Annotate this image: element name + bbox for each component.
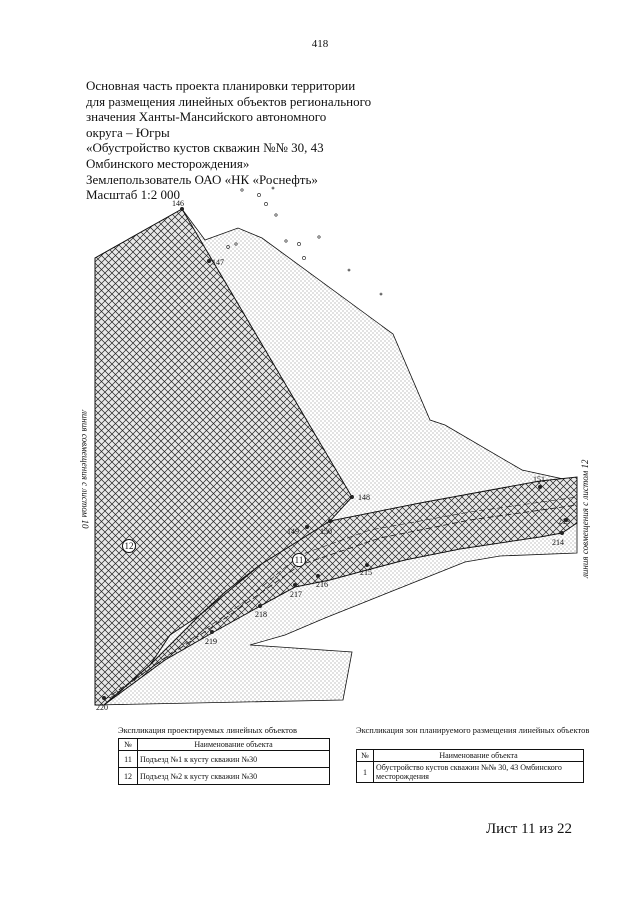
point-label: 214 [552,538,564,547]
zone-label-11 [293,554,306,567]
table-cell: Подъезд №1 к кусту скважин №30 [138,751,330,768]
lines-table [118,738,330,785]
point-label: 150 [320,527,332,536]
point-label: 151 [533,475,545,484]
header-line: округа – Югры [86,124,170,140]
zones-table-caption: Экспликация зон планируемого размещения линейных объектов [356,725,590,735]
table-row [357,762,584,783]
table-header: № [357,750,374,762]
header-line: значения Ханты-Мансийского автономного [86,109,327,125]
table-header: Наименование объекта [374,750,584,762]
header-line: для размещения линейных объектов регионального [86,93,372,109]
point-label: 219 [205,637,217,646]
page-number: 418 [311,38,329,50]
left-match-line-label: линия совмещения с листом 10 [80,410,90,529]
boundary-point [365,563,369,567]
point-label: 149 [287,527,299,536]
table-cell: Подъезд №2 к кусту скважин №30 [138,768,330,785]
right-match-line-label: линия совмещения с листом 12 [580,459,590,578]
point-label: 215 [360,568,372,577]
table-cell: Обустройство кустов скважин №№ 30, 43 Омбинского месторождения [374,762,584,783]
boundary-point [305,525,309,529]
boundary-point [102,696,106,700]
table-cell: 11 [119,751,138,768]
table-cell: 12 [119,768,138,785]
boundary-point [293,583,297,587]
table-row [119,751,330,768]
point-label: 148 [358,493,370,502]
point-label: 217 [290,590,302,599]
header-line: Масштаб 1:2 000 [86,187,180,203]
boundary-point [316,574,320,578]
boundary-point [328,519,332,523]
sheet-number: Лист 11 из 22 [485,821,572,837]
point-label: 220 [96,703,108,712]
header-line: «Обустройство кустов скважин №№ 30, 43 [86,140,324,156]
point-label: 218 [255,610,267,619]
boundary-point [207,259,211,263]
point-label: 146 [172,199,184,208]
point-label: 216 [316,580,328,589]
svg-text:12: 12 [124,541,134,551]
table-cell: 1 [357,762,374,783]
zone-label-12 [123,540,136,553]
boundary-point [258,604,262,608]
header-line: Землепользователь ОАО «НК «Роснефть» [86,171,318,187]
point-label: 213 [558,517,570,526]
boundary-point [560,531,564,535]
point-label: 147 [212,258,224,267]
header-line: Основная часть проекта планировки территории [86,78,356,93]
boundary-point [210,630,214,634]
lines-table-caption: Экспликация проектируемых линейных объектов [118,725,297,735]
table-header: № [119,739,138,751]
header-line: Омбинского месторождения» [86,155,250,171]
table-header: Наименование объекта [138,739,330,751]
table-row [119,768,330,785]
boundary-point [538,485,542,489]
zones-table [356,749,584,783]
boundary-point [350,495,354,499]
svg-text:11: 11 [294,555,304,565]
